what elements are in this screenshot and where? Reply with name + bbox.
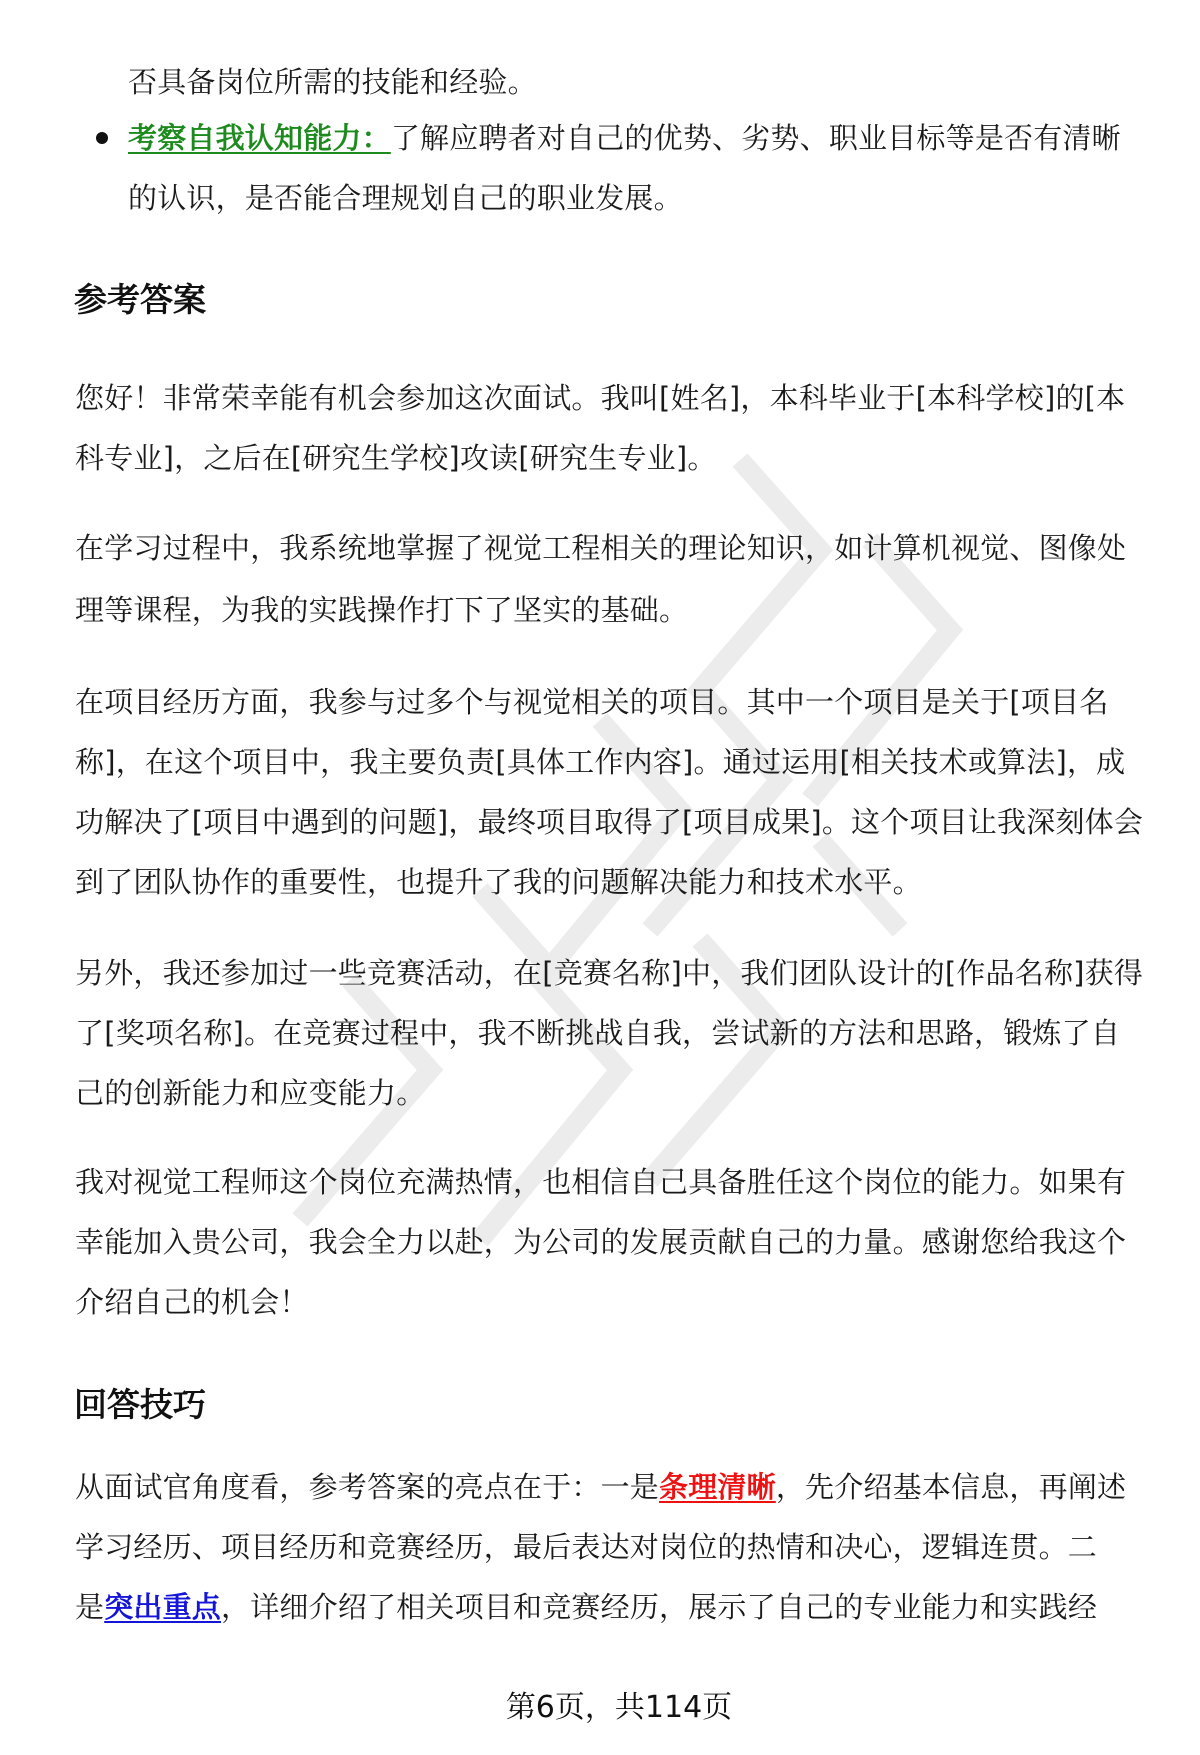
- answer-paragraph-line: 您好！非常荣幸能有机会参加这次面试。我叫[姓名]，本科毕业于[本科学校]的[本: [75, 381, 1126, 415]
- tips-text: ，详细介绍了相关项目和竞赛经历，展示了自己的专业能力和实践经: [221, 1590, 1098, 1624]
- answer-paragraph-line: 幸能加入贵公司，我会全力以赴，为公司的发展贡献自己的力量。感谢您给我这个: [75, 1225, 1127, 1259]
- bullet-icon: [96, 132, 108, 144]
- answer-paragraph-line: 科专业]，之后在[研究生学校]攻读[研究生专业]。: [75, 441, 717, 475]
- answer-paragraph-line: 理等课程，为我的实践操作打下了坚实的基础。: [75, 593, 689, 627]
- answer-paragraph-line: 称]，在这个项目中，我主要负责[具体工作内容]。通过运用[相关技术或算法]，成: [75, 745, 1126, 779]
- answer-paragraph-line: 了[奖项名称]。在竞赛过程中，我不断挑战自我，尝试新的方法和思路，锻炼了自: [75, 1016, 1121, 1050]
- answer-paragraph-line: 在学习过程中，我系统地掌握了视觉工程相关的理论知识，如计算机视觉、图像处: [75, 531, 1127, 565]
- tips-paragraph-line: [75, 1469, 1165, 1505]
- answer-paragraph-line: 功解决了[项目中遇到的问题]，最终项目取得了[项目成果]。这个项目让我深刻体会: [75, 805, 1144, 839]
- bullet-continuation-text: 否具备岗位所需的技能和经验。: [128, 65, 537, 99]
- tips-text: ，先介绍基本信息，再阐述: [775, 1470, 1127, 1504]
- tips-text: 是: [75, 1590, 105, 1624]
- answer-paragraph-line: 另外，我还参加过一些竞赛活动，在[竞赛名称]中，我们团队设计的[作品名称]获得: [75, 956, 1144, 990]
- tips-paragraph-line: 学习经历、项目经历和竞赛经历，最后表达对岗位的热情和决心，逻辑连贯。二: [75, 1530, 1098, 1564]
- answer-paragraph-line: 介绍自己的机会！: [75, 1285, 309, 1319]
- bullet-text: 了解应聘者对自己的优势、劣势、职业目标等是否有清晰: [390, 121, 1121, 155]
- bullet-label-self-awareness: 考察自我认知能力：: [128, 121, 391, 155]
- answer-paragraph-line: 我对视觉工程师这个岗位充满热情，也相信自己具备胜任这个岗位的能力。如果有: [75, 1165, 1127, 1199]
- bullet-item-self-awareness: [128, 120, 1200, 156]
- highlight-key-points: 突出重点: [104, 1590, 222, 1624]
- answer-paragraph-line: 在项目经历方面，我参与过多个与视觉相关的项目。其中一个项目是关于[项目名: [75, 685, 1109, 719]
- answer-paragraph-line: 己的创新能力和应变能力。: [75, 1076, 426, 1110]
- section-heading-answer-tips: 回答技巧: [74, 1385, 206, 1424]
- highlight-well-organized: 条理清晰: [659, 1470, 776, 1504]
- tips-paragraph-line: [75, 1589, 1165, 1625]
- bullet-text-continuation: 的认识，是否能合理规划自己的职业发展。: [128, 181, 683, 215]
- page-indicator: 第6页，共114页: [505, 1690, 733, 1725]
- answer-paragraph-line: 到了团队协作的重要性，也提升了我的问题解决能力和技术水平。: [75, 865, 922, 899]
- section-heading-reference-answer: 参考答案: [74, 280, 206, 319]
- tips-text: 从面试官角度看，参考答案的亮点在于：一是: [75, 1470, 660, 1504]
